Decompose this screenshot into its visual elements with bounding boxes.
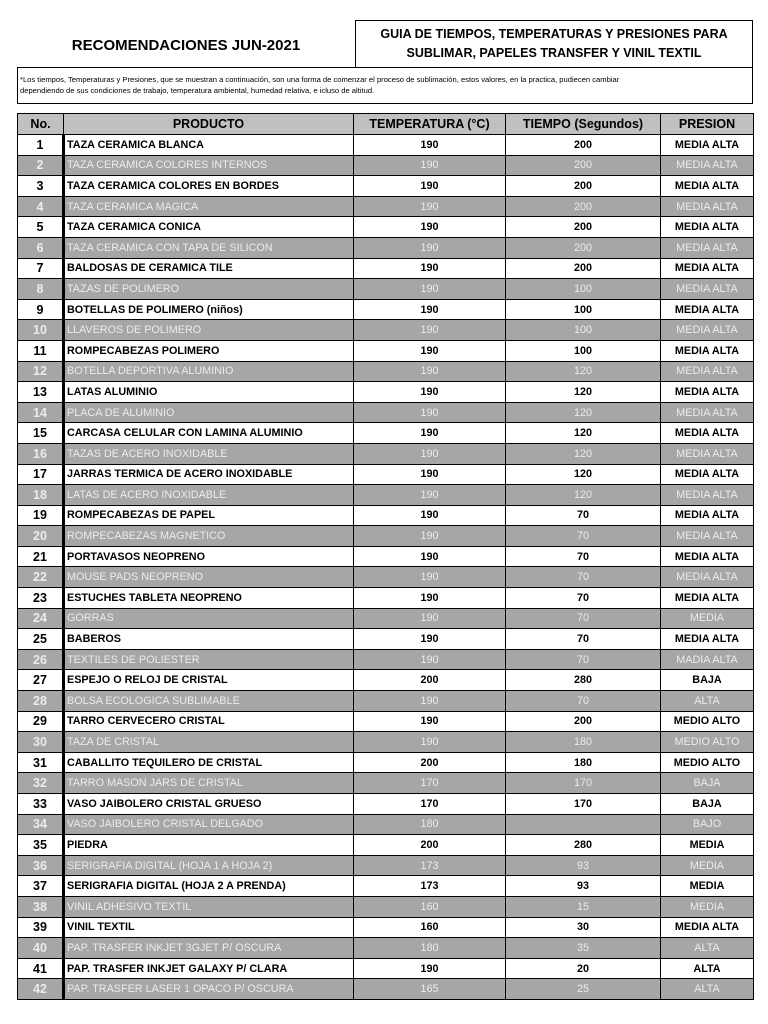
cell-no: 42 (18, 979, 64, 1000)
cell-time: 120 (506, 361, 661, 382)
cell-pressure: MEDIA (661, 876, 754, 897)
cell-no: 13 (18, 382, 64, 403)
cell-time: 70 (506, 629, 661, 650)
cell-no: 8 (18, 279, 64, 300)
cell-product: TAZA CERAMICA CONICA (64, 217, 354, 238)
cell-product: LLAVEROS DE POLIMERO (64, 320, 354, 341)
table-row (18, 794, 754, 815)
table-row (18, 670, 754, 691)
cell-product: PIEDRA (64, 835, 354, 856)
cell-product: PLACA DE ALUMINIO (64, 402, 354, 423)
cell-no: 9 (18, 299, 64, 320)
column-header-product: PRODUCTO (64, 114, 354, 135)
cell-no: 23 (18, 588, 64, 609)
cell-no: 1 (18, 135, 64, 156)
cell-temperature: 190 (354, 196, 506, 217)
cell-pressure: ALTA (661, 691, 754, 712)
cell-time: 70 (506, 546, 661, 567)
cell-temperature: 190 (354, 382, 506, 403)
cell-pressure: MEDIA ALTA (661, 340, 754, 361)
cell-no: 20 (18, 526, 64, 547)
cell-pressure: MEDIA ALTA (661, 423, 754, 444)
table-row (18, 588, 754, 609)
cell-pressure: MEDIA ALTA (661, 196, 754, 217)
cell-product: LATAS DE ACERO INOXIDABLE (64, 485, 354, 506)
cell-product: TAZA CERAMICA BLANCA (64, 135, 354, 156)
cell-time: 180 (506, 732, 661, 753)
cell-time: 100 (506, 340, 661, 361)
column-header-temperature: TEMPERATURA (°C) (354, 114, 506, 135)
cell-time: 30 (506, 917, 661, 938)
cell-time: 93 (506, 855, 661, 876)
cell-temperature: 190 (354, 320, 506, 341)
cell-pressure: MEDIA ALTA (661, 258, 754, 279)
cell-time: 120 (506, 382, 661, 403)
recommendations-table (17, 113, 754, 1000)
cell-no: 22 (18, 567, 64, 588)
cell-temperature: 190 (354, 135, 506, 156)
cell-product: TAZA CERAMICA COLORES INTERNOS (64, 155, 354, 176)
table-row (18, 526, 754, 547)
cell-no: 10 (18, 320, 64, 341)
cell-temperature: 190 (354, 258, 506, 279)
cell-no: 12 (18, 361, 64, 382)
table-row (18, 979, 754, 1000)
cell-temperature: 190 (354, 958, 506, 979)
cell-product: BOTELLAS DE POLIMERO (niños) (64, 299, 354, 320)
cell-product: PAP. TRASFER INKJET 3GJET P/ OSCURA (64, 938, 354, 959)
cell-no: 28 (18, 691, 64, 712)
cell-no: 25 (18, 629, 64, 650)
cell-product: TAZA CERAMICA CON TAPA DE SILICON (64, 237, 354, 258)
cell-no: 3 (18, 176, 64, 197)
cell-no: 15 (18, 423, 64, 444)
cell-pressure: MEDIO ALTO (661, 711, 754, 732)
cell-pressure: MEDIA ALTA (661, 629, 754, 650)
guide-title-line1: GUIA DE TIEMPOS, TEMPERATURAS Y PRESIONES PARA (380, 27, 728, 41)
cell-no: 2 (18, 155, 64, 176)
cell-time: 120 (506, 464, 661, 485)
cell-no: 18 (18, 485, 64, 506)
cell-no: 30 (18, 732, 64, 753)
cell-no: 40 (18, 938, 64, 959)
cell-time: 70 (506, 505, 661, 526)
cell-pressure: MEDIA ALTA (661, 299, 754, 320)
cell-time: 200 (506, 155, 661, 176)
cell-no: 41 (18, 958, 64, 979)
cell-temperature: 180 (354, 938, 506, 959)
cell-product: VASO JAIBOLERO CRISTAL DELGADO (64, 814, 354, 835)
table-row (18, 320, 754, 341)
table-row (18, 732, 754, 753)
table-row (18, 217, 754, 238)
table-row (18, 237, 754, 258)
cell-product: TAZA CERAMICA COLORES EN BORDES (64, 176, 354, 197)
table-row (18, 135, 754, 156)
cell-product: TEXTILES DE POLIESTER (64, 649, 354, 670)
table-row (18, 711, 754, 732)
guide-sheet (17, 20, 753, 1000)
cell-product: BALDOSAS DE CERAMICA TILE (64, 258, 354, 279)
cell-time: 120 (506, 402, 661, 423)
cell-product: ESTUCHES TABLETA NEOPRENO (64, 588, 354, 609)
table-body (18, 135, 754, 1000)
cell-pressure: MEDIA ALTA (661, 505, 754, 526)
cell-no: 32 (18, 773, 64, 794)
table-row (18, 464, 754, 485)
cell-pressure: MEDIO ALTO (661, 752, 754, 773)
cell-product: ROMPECABEZAS POLIMERO (64, 340, 354, 361)
cell-product: TAZA CERAMICA MAGICA (64, 196, 354, 217)
table-row (18, 958, 754, 979)
cell-temperature: 200 (354, 752, 506, 773)
table-row (18, 176, 754, 197)
cell-product: TAZAS DE POLIMERO (64, 279, 354, 300)
cell-time: 70 (506, 608, 661, 629)
cell-time: 120 (506, 485, 661, 506)
cell-time: 280 (506, 670, 661, 691)
cell-time: 200 (506, 176, 661, 197)
cell-temperature: 190 (354, 217, 506, 238)
table-row (18, 814, 754, 835)
table-row (18, 917, 754, 938)
cell-temperature: 190 (354, 629, 506, 650)
cell-time: 170 (506, 773, 661, 794)
cell-time: 70 (506, 691, 661, 712)
cell-no: 29 (18, 711, 64, 732)
cell-no: 7 (18, 258, 64, 279)
cell-product: JARRAS TERMICA DE ACERO INOXIDABLE (64, 464, 354, 485)
table-row (18, 876, 754, 897)
cell-temperature: 190 (354, 608, 506, 629)
cell-time: 170 (506, 794, 661, 815)
cell-temperature: 190 (354, 567, 506, 588)
table-row (18, 258, 754, 279)
cell-no: 38 (18, 896, 64, 917)
cell-temperature: 190 (354, 423, 506, 444)
cell-time: 25 (506, 979, 661, 1000)
cell-temperature: 190 (354, 464, 506, 485)
table-row (18, 402, 754, 423)
cell-pressure: MADIA ALTA (661, 649, 754, 670)
cell-pressure: MEDIA ALTA (661, 320, 754, 341)
table-row (18, 155, 754, 176)
table-row (18, 855, 754, 876)
cell-product: VASO JAIBOLERO CRISTAL GRUESO (64, 794, 354, 815)
cell-no: 21 (18, 546, 64, 567)
cell-temperature: 170 (354, 773, 506, 794)
cell-no: 31 (18, 752, 64, 773)
cell-pressure: BAJO (661, 814, 754, 835)
cell-temperature: 173 (354, 855, 506, 876)
cell-temperature: 190 (354, 691, 506, 712)
cell-pressure: BAJA (661, 773, 754, 794)
table-row (18, 361, 754, 382)
cell-time: 70 (506, 526, 661, 547)
cell-pressure: MEDIA ALTA (661, 217, 754, 238)
cell-time: 100 (506, 299, 661, 320)
table-row (18, 279, 754, 300)
table-header-row (18, 114, 754, 135)
table-row (18, 423, 754, 444)
cell-temperature: 190 (354, 732, 506, 753)
table-row (18, 382, 754, 403)
cell-temperature: 160 (354, 896, 506, 917)
cell-product: SERIGRAFIA DIGITAL (HOJA 1 A HOJA 2) (64, 855, 354, 876)
cell-pressure: MEDIA ALTA (661, 237, 754, 258)
guide-title-line2: SUBLIMAR, PAPELES TRANSFER Y VINIL TEXTIL (406, 46, 702, 60)
cell-pressure: MEDIA ALTA (661, 464, 754, 485)
cell-product: LATAS ALUMINIO (64, 382, 354, 403)
cell-pressure: BAJA (661, 794, 754, 815)
cell-pressure: MEDIA ALTA (661, 402, 754, 423)
cell-temperature: 200 (354, 670, 506, 691)
cell-product: TAZA DE CRISTAL (64, 732, 354, 753)
cell-temperature: 190 (354, 485, 506, 506)
cell-temperature: 190 (354, 279, 506, 300)
cell-product: TARRO MASON JARS DE CRISTAL (64, 773, 354, 794)
cell-pressure: MEDIA ALTA (661, 176, 754, 197)
table-row (18, 505, 754, 526)
column-header-time: TIEMPO (Segundos) (506, 114, 661, 135)
cell-time (506, 814, 661, 835)
cell-temperature: 180 (354, 814, 506, 835)
disclaimer-line2: dependiendo de sus condiciones de trabajo, temperatura ambiental, humedad relativa, e icluso de altitud. (20, 86, 375, 95)
table-row (18, 567, 754, 588)
disclaimer-note (17, 67, 753, 104)
cell-temperature: 190 (354, 155, 506, 176)
cell-time: 70 (506, 588, 661, 609)
column-header-no: No. (18, 114, 64, 135)
cell-temperature: 190 (354, 526, 506, 547)
disclaimer-line1: *Los tiempos, Temperaturas y Presiones, que se muestran a continuación, son una forma de comenzar el proceso de sublimación, estos valores, en la practica, pudiecen cambiar (20, 75, 620, 84)
cell-product: GORRAS (64, 608, 354, 629)
cell-time: 70 (506, 649, 661, 670)
cell-pressure: MEDIA ALTA (661, 443, 754, 464)
cell-temperature: 190 (354, 505, 506, 526)
table-row (18, 629, 754, 650)
cell-no: 26 (18, 649, 64, 670)
table-row (18, 485, 754, 506)
cell-product: CARCASA CELULAR CON LAMINA ALUMINIO (64, 423, 354, 444)
cell-time: 280 (506, 835, 661, 856)
cell-temperature: 190 (354, 176, 506, 197)
cell-pressure: MEDIA ALTA (661, 588, 754, 609)
cell-time: 70 (506, 567, 661, 588)
cell-pressure: MEDIA (661, 896, 754, 917)
cell-time: 200 (506, 711, 661, 732)
cell-pressure: MEDIA ALTA (661, 135, 754, 156)
table-row (18, 835, 754, 856)
table-row (18, 546, 754, 567)
cell-product: CABALLITO TEQUILERO DE CRISTAL (64, 752, 354, 773)
cell-temperature: 190 (354, 402, 506, 423)
cell-pressure: ALTA (661, 938, 754, 959)
cell-product: ESPEJO O RELOJ DE CRISTAL (64, 670, 354, 691)
cell-no: 16 (18, 443, 64, 464)
cell-no: 19 (18, 505, 64, 526)
cell-no: 17 (18, 464, 64, 485)
cell-temperature: 170 (354, 794, 506, 815)
cell-pressure: BAJA (661, 670, 754, 691)
cell-time: 120 (506, 443, 661, 464)
cell-temperature: 190 (354, 649, 506, 670)
table-row (18, 752, 754, 773)
cell-product: PAP. TRASFER LASER 1 OPACO P/ OSCURA (64, 979, 354, 1000)
cell-pressure: MEDIA (661, 835, 754, 856)
cell-pressure: MEDIA ALTA (661, 279, 754, 300)
cell-temperature: 190 (354, 361, 506, 382)
guide-title-box (355, 20, 753, 67)
cell-product: BOLSA ECOLOGICA SUBLIMABLE (64, 691, 354, 712)
cell-pressure: MEDIA (661, 608, 754, 629)
cell-time: 200 (506, 258, 661, 279)
table-row (18, 196, 754, 217)
column-header-pressure: PRESION (661, 114, 754, 135)
cell-temperature: 190 (354, 299, 506, 320)
cell-temperature: 190 (354, 711, 506, 732)
cell-product: ROMPECABEZAS MAGNETICO (64, 526, 354, 547)
cell-pressure: MEDIA (661, 855, 754, 876)
table-row (18, 443, 754, 464)
cell-product: VINIL ADHESIVO TEXTIL (64, 896, 354, 917)
cell-time: 93 (506, 876, 661, 897)
cell-time: 15 (506, 896, 661, 917)
cell-temperature: 190 (354, 237, 506, 258)
cell-no: 14 (18, 402, 64, 423)
cell-product: BABEROS (64, 629, 354, 650)
cell-no: 35 (18, 835, 64, 856)
table-row (18, 340, 754, 361)
cell-time: 200 (506, 217, 661, 238)
table-row (18, 608, 754, 629)
cell-no: 5 (18, 217, 64, 238)
cell-pressure: MEDIA ALTA (661, 485, 754, 506)
cell-product: VINIL TEXTIL (64, 917, 354, 938)
cell-temperature: 190 (354, 588, 506, 609)
table-row (18, 649, 754, 670)
cell-temperature: 190 (354, 443, 506, 464)
page-title: RECOMENDACIONES JUN-2021 (71, 37, 301, 54)
cell-pressure: MEDIA ALTA (661, 567, 754, 588)
cell-product: PORTAVASOS NEOPRENO (64, 546, 354, 567)
cell-temperature: 160 (354, 917, 506, 938)
cell-temperature: 190 (354, 340, 506, 361)
cell-product: MOUSE PADS NEOPRENO (64, 567, 354, 588)
cell-pressure: MEDIA ALTA (661, 382, 754, 403)
cell-no: 33 (18, 794, 64, 815)
cell-product: SERIGRAFIA DIGITAL (HOJA 2 A PRENDA) (64, 876, 354, 897)
cell-pressure: MEDIA ALTA (661, 155, 754, 176)
cell-time: 120 (506, 423, 661, 444)
cell-time: 200 (506, 237, 661, 258)
cell-time: 100 (506, 320, 661, 341)
cell-product: TAZAS DE ACERO INOXIDABLE (64, 443, 354, 464)
cell-temperature: 200 (354, 835, 506, 856)
cell-pressure: ALTA (661, 979, 754, 1000)
cell-pressure: MEDIA ALTA (661, 917, 754, 938)
cell-time: 180 (506, 752, 661, 773)
cell-product: BOTELLA DEPORTIVA ALUMINIO (64, 361, 354, 382)
cell-product: PAP. TRASFER INKJET GALAXY P/ CLARA (64, 958, 354, 979)
cell-product: ROMPECABEZAS DE PAPEL (64, 505, 354, 526)
cell-temperature: 190 (354, 546, 506, 567)
table-row (18, 896, 754, 917)
cell-pressure: MEDIA ALTA (661, 546, 754, 567)
cell-temperature: 173 (354, 876, 506, 897)
cell-time: 20 (506, 958, 661, 979)
cell-time: 100 (506, 279, 661, 300)
cell-pressure: MEDIA ALTA (661, 361, 754, 382)
table-row (18, 691, 754, 712)
cell-no: 34 (18, 814, 64, 835)
cell-time: 200 (506, 196, 661, 217)
cell-no: 27 (18, 670, 64, 691)
table-row (18, 938, 754, 959)
sheet-header (17, 20, 753, 67)
table-row (18, 299, 754, 320)
cell-temperature: 165 (354, 979, 506, 1000)
cell-pressure: MEDIA ALTA (661, 526, 754, 547)
cell-product: TARRO CERVECERO CRISTAL (64, 711, 354, 732)
cell-pressure: MEDIO ALTO (661, 732, 754, 753)
cell-time: 35 (506, 938, 661, 959)
cell-no: 4 (18, 196, 64, 217)
cell-time: 200 (506, 135, 661, 156)
cell-no: 39 (18, 917, 64, 938)
cell-pressure: ALTA (661, 958, 754, 979)
cell-no: 24 (18, 608, 64, 629)
cell-no: 6 (18, 237, 64, 258)
table-row (18, 773, 754, 794)
cell-no: 37 (18, 876, 64, 897)
cell-no: 11 (18, 340, 64, 361)
cell-no: 36 (18, 855, 64, 876)
